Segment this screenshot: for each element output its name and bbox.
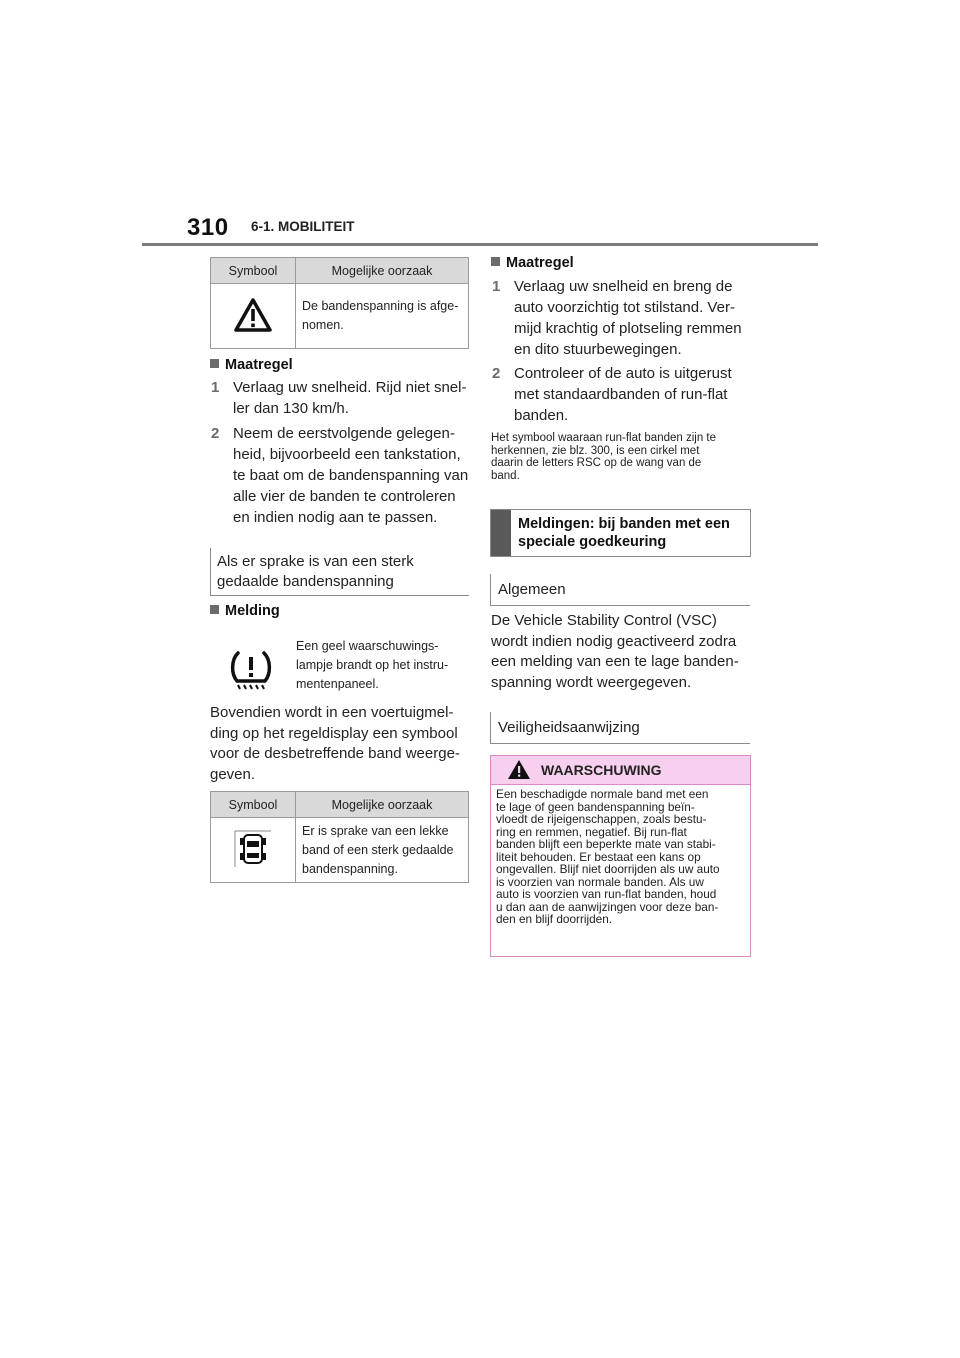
symbol-table-1 (210, 257, 469, 349)
warning-text: Een beschadigde normale band met een te lage of geen bandenspanning beïn- vloedt de rijeigenschappen, zoals bestu- ring en remmen, negatief. Bij run-flat banden blijft een beperkte mate van stabi- liteit behouden. Er bestaat een kans op ongevallen. Blijf niet doorrijden als uw auto is voorzien van normale banden. Als uw auto is voorzien van run-flat banden, houd u dan aan de aanwijzingen voor deze ban- den en blijf doorrijden. (496, 787, 720, 926)
step-item: 2 Neem de eerstvolgende gelegen- heid, bijvoorbeeld een tankstation, te baat om de bandenspanning van alle vier de banden te controleren en indien nodig aan te passen. (211, 425, 469, 526)
warning-triangle-icon (507, 759, 531, 780)
col-symbol: Symbool (211, 792, 296, 818)
subsection-algemeen: Algemeen (490, 574, 750, 606)
symbol-cell (211, 284, 296, 349)
warning-header (491, 756, 750, 785)
measure-heading-right: Maatregel (491, 255, 574, 271)
car-tire-display-icon (233, 829, 273, 869)
melding-description: Een geel waarschuwings- lampje brandt op het instru- mentenpaneel. (296, 639, 449, 691)
col-cause: Mogelijke oorzaak (296, 792, 469, 818)
symbol-cell (211, 818, 296, 883)
col-cause: Mogelijke oorzaak (296, 258, 469, 284)
step-item: 1 Verlaag uw snelheid. Rijd niet snel- ler dan 130 km/h. (211, 379, 467, 417)
symbol-table-2 (210, 791, 469, 883)
section-heading-box: Meldingen: bij banden met een speciale goedkeuring (490, 509, 751, 557)
vsc-paragraph: De Vehicle Stability Control (VSC) wordt indien nodig geactiveerd zodra een melding van een te lage banden- spanning wordt weergegeven. (491, 612, 739, 691)
cause-text: De bandenspanning is afge-nomen. (302, 299, 459, 332)
melding-heading: Melding (210, 603, 280, 619)
heading-bar (491, 510, 511, 556)
warning-box (490, 755, 751, 957)
warning-label: WAARSCHUWING (541, 762, 662, 778)
measure-heading-left: Maatregel (210, 357, 293, 373)
page-number: 310 (187, 214, 229, 241)
subsection-heading: Als er sprake is van een sterk gedaalde bandenspanning (210, 548, 469, 596)
run-flat-note: Het symbool waaraan run-flat banden zijn te herkennen, zie blz. 300, is een cirkel met daarin de letters RSC op de wang van de band. (491, 432, 717, 482)
warning-triangle-icon (234, 298, 272, 332)
melding-paragraph: Bovendien wordt in een voertuigmel- ding op het regeldisplay een symbool voor de desbetreffende band weerge- geven. (210, 704, 460, 783)
col-symbol: Symbool (211, 258, 296, 284)
bullet-square (210, 359, 219, 368)
step-item: 2 Controleer of de auto is uitgerust met standaardbanden of run-flat banden. (492, 365, 732, 424)
step-item: 1 Verlaag uw snelheid en breng de auto voorzichtig tot stilstand. Ver- mijd krachtig of plotseling remmen en dito stuurbewegingen. (492, 278, 742, 358)
cause-cell: Er is sprake van een lekke band of een sterk gedaalde bandenspanning. (296, 818, 469, 883)
cause-cell (296, 284, 469, 349)
tire-pressure-warning-icon (229, 648, 273, 692)
bullet-square (491, 257, 500, 266)
bullet-square (210, 605, 219, 614)
subsection-safety: Veiligheidsaanwijzing (490, 712, 750, 744)
section-title: 6-1. MOBILITEIT (251, 219, 355, 234)
header-rule (142, 243, 818, 246)
